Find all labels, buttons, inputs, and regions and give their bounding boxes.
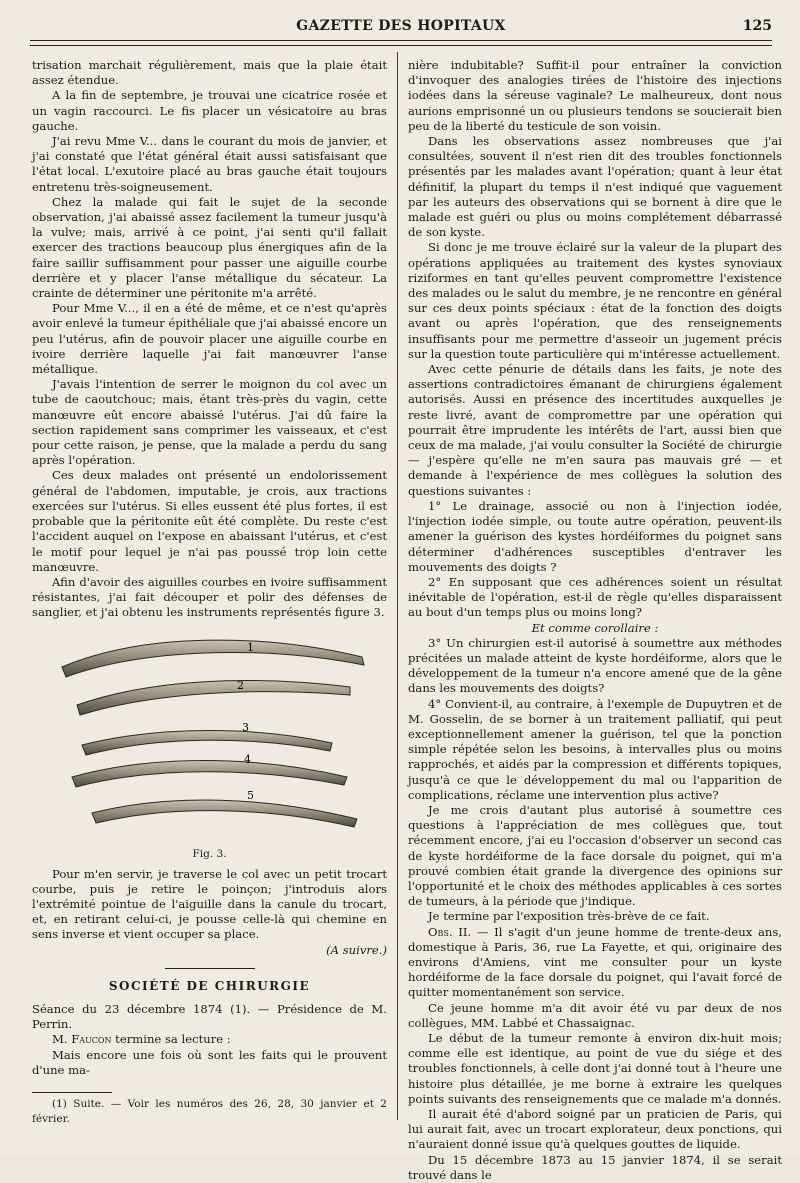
to-be-continued: (A suivre.) bbox=[326, 942, 387, 957]
figure-label: 1 bbox=[247, 640, 254, 654]
figure-3 bbox=[32, 627, 387, 863]
section-title: SOCIÉTÉ DE CHIRURGIE bbox=[32, 968, 387, 994]
paragraph: nière indubitable? Suffit-il pour entraîner la conviction d'invoquer des analogies tirées de l'histoire des injections iodées dans la séreuse vaginale? Le malheureux, dont nous aurions emprisonné un ou plusieurs tendons se soucierait bien peu de la liberté du testicule de son voisin. bbox=[408, 58, 782, 133]
question-3: 3° Un chirurgien est-il autorisé à soumettre aux méthodes précitées un malade atteint de kyste hordéiforme, alors que le développement de la tumeur n'a encore amené que de la gêne dans les mouvements des doigts? bbox=[408, 635, 782, 696]
paragraph: Dans les observations assez nombreuses que j'ai consultées, souvent il n'est rien dit des troubles fonctionnels présentés par les malades avant l'opération; quant à leur état définitif, la plupart du temps il n'est indiqué que vaguement par les auteurs des observations qui se bornent à dire que le malade est guéri ou plus ou moins complétement débarrassé de son kyste. bbox=[408, 134, 782, 240]
question-4: 4° Convient-il, au contraire, à l'exemple de Dupuytren et de M. Gosselin, de se borner à un traitement palliatif, qui peut exceptionnellement amener la guérison, tel que la ponction simple répétée selon les besoins, à intervalles plus ou moins rapprochés, et aidés par la compression et différents topiques, jusqu'à ce que le développement du mal ou l'apparition de complications, réclame une intervention plus active? bbox=[408, 696, 782, 802]
paragraph: Ce jeune homme m'a dit avoir été vu par deux de nos collègues, MM. Labbé et Chassaignac. bbox=[408, 1000, 782, 1030]
speaker-name: M. Faucon bbox=[52, 1032, 112, 1047]
paragraph: Chez la malade qui fait le sujet de la seconde observation, j'ai abaissé assez facilement la tumeur jusqu'à la vulve; mais, arrivé à ce point, j'ai senti qu'il fallait exercer des tractions beaucoup plus énergiques afin de la faire saillir suffisamment pour passer une aiguille courbe derrière et y placer l'anse métallique du sécateur. La crainte de déterminer une péritonite m'a arrêté. bbox=[32, 194, 387, 301]
observation-paragraph bbox=[408, 925, 782, 1001]
needle-1 bbox=[62, 640, 364, 677]
paragraph: trisation marchait régulièrement, mais que la plaie était assez étendue. bbox=[32, 58, 387, 88]
observation-label: Obs. II. bbox=[428, 924, 472, 939]
paragraph: Pour Mme V..., il en a été de même, et ce n'est qu'après avoir enlevé la tumeur épithéliale que j'ai abaissé encore un peu l'utérus, afin de pouvoir placer une aiguille courbe en ivoire derrière laquelle j'ai fait manœuvrer l'anse métallique. bbox=[32, 301, 387, 377]
needle-3 bbox=[82, 730, 332, 755]
session-line: Séance du 23 décembre 1874 (1). — Présidence de M. Perrin. bbox=[32, 1001, 387, 1032]
needle-5 bbox=[92, 800, 357, 827]
corollary-line: Et comme corollaire : bbox=[531, 620, 659, 635]
left-column bbox=[32, 58, 387, 1127]
needle-4 bbox=[72, 760, 347, 787]
figure-label: 5 bbox=[247, 788, 254, 802]
curved-needles-illustration bbox=[32, 627, 387, 849]
paragraph: Je me crois d'autant plus autorisé à soumettre ces questions à l'appréciation de mes collègues que, tout récemment encore, j'ai eu l'occasion d'observer un second cas de kyste hordéiforme de la face dorsale du poignet, qui m'a prouvé combien était grande la divergence des opinions sur l'opportunité et le choix des méthodes applicables à ces sortes de tumeurs, à la période que j'indique. bbox=[408, 802, 782, 909]
paragraph: Le début de la tumeur remonte à environ dix-huit mois; comme elle est identique, au point de vue du siége et des troubles fonctionnels, à celle dont j'ai donné tout à l'heure une histoire plus détaillée, je me borne à extraire les quelques points suivants des renseignements que ce malade m'a donnés. bbox=[408, 1031, 782, 1106]
paragraph: A la fin de septembre, je trouvai une cicatrice rosée et un vagin raccourci. Le fis placer un vésicatoire au bras gauche. bbox=[32, 88, 387, 133]
paragraph: J'avais l'intention de serrer le moignon du col avec un tube de caoutchouc; mais, étant très-près du vagin, cette manœuvre eût encore abaissé l'utérus. J'ai dû faire la section rapidement sans comprimer les vaisseaux, et c'est pour cette raison, je pense, que la malade a perdu du sang après l'opération. bbox=[32, 377, 387, 468]
page-header bbox=[30, 16, 772, 38]
figure-label: 4 bbox=[244, 752, 251, 766]
question-2: 2° En supposant que ces adhérences soient un résultat inévitable de l'opération, est-il de règle qu'elles disparaissent au bout d'un temps plus ou moins long? bbox=[408, 574, 782, 620]
figure-label: 3 bbox=[242, 720, 249, 734]
question-1: 1° Le drainage, associé ou non à l'injection iodée, l'injection iodée simple, ou toute autre opération, peuvent-ils amener la guérison des kystes hordéiformes du poignet sans déterminer d'adhérences susceptibles d'entraver les mouvements des doigts ? bbox=[408, 498, 782, 574]
paragraph: J'ai revu Mme V... dans le courant du mois de janvier, et j'ai constaté que l'état général était aussi satisfaisant que l'état local. L'exutoire placé au bras gauche était toujours entretenu très-soigneusement. bbox=[32, 134, 387, 194]
needle-2 bbox=[77, 680, 350, 714]
paragraph: Mais encore une fois où sont les faits qui le prouvent d'une ma- bbox=[32, 1047, 387, 1077]
paragraph: Si donc je me trouve éclairé sur la valeur de la plupart des opérations appliquées au traitement des kystes synoviaux riziformes en tant qu'elles peuvent compromettre l'existence des malades ou le salut du membre, je ne rencontre en général sur ces deux points spéciaux : état de la fonction des doigts avant ou après l'opération, que des renseignements insuffisants pour me permettre d'asseoir un jugement précis sur la question toute particulière qui m'intéresse actuellement. bbox=[408, 240, 782, 361]
journal-title: GAZETTE DES HOPITAUX bbox=[296, 18, 506, 34]
header-rule bbox=[30, 40, 772, 46]
paragraph: Du 15 décembre 1873 au 15 janvier 1874, il se serait trouvé dans le bbox=[408, 1152, 782, 1182]
footnote: (1) Suite. — Voir les numéros des 26, 28, 30 janvier et 2 février. bbox=[32, 1097, 387, 1126]
paragraph: Il aurait été d'abord soigné par un praticien de Paris, qui lui aurait fait, avec un trocart explorateur, deux ponctions, qui n'auraient donné issue qu'à quelques gouttes de liquide. bbox=[408, 1107, 782, 1152]
paragraph-text: — Il s'agit d'un jeune homme de trente-deux ans, domestique à Paris, 36, rue La Fayette, et qui, originaire des environs d'Amiens, vint me consulter pour un kyste hordéiforme de la face dorsale du poignet, qui l'avait forcé de quitter momentanément son service. bbox=[408, 924, 782, 1000]
page-number: 125 bbox=[742, 18, 772, 34]
paragraph bbox=[32, 1032, 387, 1047]
column-divider bbox=[397, 52, 398, 1120]
paragraph: Pour m'en servir, je traverse le col avec un petit trocart courbe, puis je retire le poinçon; j'introduis alors l'extrémité pointue de l'aiguille dans la canule du trocart, et, en retirant celui-ci, je pousse celle-là qui chemine en sens inverse et vient occuper sa place. bbox=[32, 866, 387, 942]
paragraph: Avec cette pénurie de détails dans les faits, je note des assertions contradictoires émanant de chirurgiens également autorisés. Aussi en présence des incertitudes auxquelles je reste livré, avant de compromettre par une opération qui pourrait être imprudente les intérêts de l'art, aussi bien que ceux de ma malade, j'ai voulu consulter la Société de chirurgie — j'espère qu'elle ne m'en saura pas mauvais gré — et demande à l'expérience de mes collègues la solution des questions suivantes : bbox=[408, 362, 782, 498]
paragraph-text: termine sa lecture : bbox=[111, 1032, 231, 1047]
paragraph: Ces deux malades ont présenté un endolorissement général de l'abdomen, imputable, je crois, aux tractions exercées sur l'utérus. Si elles eussent été plus fortes, il est probable que la péritonite eût été complète. Du reste c'est l'accident auquel on l'expose en abaissant l'utérus, et c'est le motif pour lequel je n'ai pas poussé trop loin cette manœuvre. bbox=[32, 468, 387, 574]
figure-label: 2 bbox=[237, 678, 244, 692]
figure-caption: Fig. 3. bbox=[192, 847, 227, 860]
footnote-rule bbox=[32, 1092, 112, 1093]
right-column bbox=[408, 58, 782, 1183]
paragraph: Afin d'avoir des aiguilles courbes en ivoire suffisamment résistantes, j'ai fait découper et polir des défenses de sanglier, et j'ai obtenu les instruments représentés figure 3. bbox=[32, 574, 387, 620]
paragraph: Je termine par l'exposition très-brève de ce fait. bbox=[428, 909, 710, 924]
